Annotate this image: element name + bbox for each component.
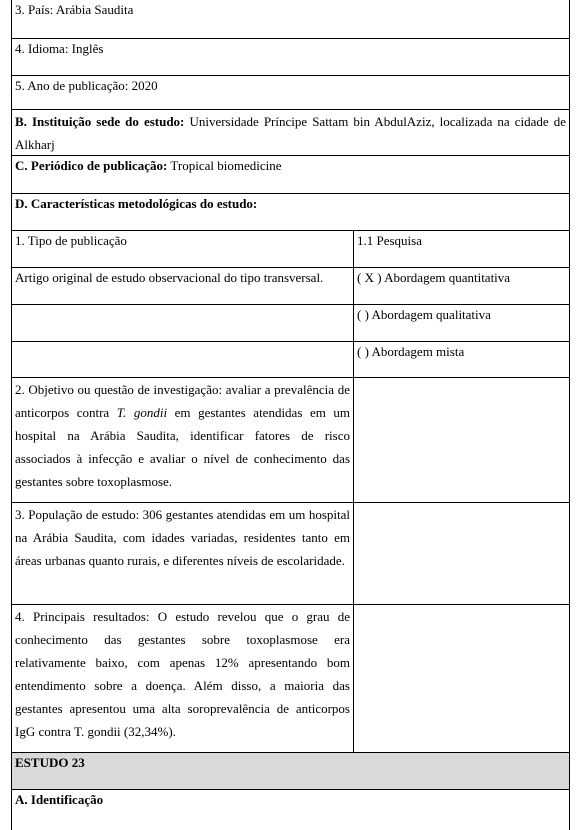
empty-cell: [354, 378, 569, 502]
next-study-title: [12, 753, 569, 789]
row-year: [11, 76, 570, 110]
country-cell: 3. País: Arábia Saudita: [15, 2, 134, 17]
objective-text-post: em gestantes atendidas em um hospital na Arábia Saudita, identificar fatores de risco associados à infecção e avaliar o nível de conhecimento das gestantes sobre toxoplasmose.: [15, 405, 351, 489]
institution-value: Universidade Príncipe Sattam bin AbdulAziz, localizada na cidade de Alkharj: [15, 114, 566, 152]
objective-text-italic: T. gondii: [116, 405, 168, 420]
identification-heading-text: A. Identificação: [15, 792, 104, 807]
results-cell: 4. Principais resultados: O estudo revelou que o grau de conhecimento das gestantes sobre toxoplasmose era relativamente baixo, com apenas 12% apresentando bom entendimento sobre a doença. Além disso, a maioria das gestantes apresentou uma alta soroprevalência de anticorpos IgG contra T. gondii (32,34%).: [12, 605, 354, 752]
pub-type-label: 1. Tipo de publicação: [12, 231, 354, 267]
row-population: [11, 503, 570, 605]
row-mixed: [11, 342, 570, 378]
methodology-heading-text: D. Características metodológicas do estudo:: [15, 196, 258, 211]
empty-cell: [354, 503, 569, 604]
identification-heading: [12, 790, 569, 830]
periodical-label: C. Periódico de publicação:: [15, 158, 168, 173]
row-type-values: [11, 268, 570, 305]
row-qualitative: [11, 305, 570, 342]
row-language: [11, 39, 570, 76]
next-study-title-text: ESTUDO 23: [15, 755, 85, 770]
row-next-study-title: [11, 753, 570, 790]
row-objective: [11, 378, 570, 503]
approach-qualitative: ( ) Abordagem qualitativa: [357, 307, 491, 322]
language-cell: 4. Idioma: Inglês: [15, 41, 104, 56]
institution-label: B. Instituição sede do estudo:: [15, 114, 185, 129]
pub-type-value: Artigo original de estudo observacional do tipo transversal.: [12, 268, 354, 304]
periodical-cell: [12, 156, 569, 193]
row-institution: [11, 110, 570, 156]
objective-text-pre: 2. Objetivo ou questão de investigação: avaliar a prevalência de anticorpos contra: [15, 382, 350, 420]
row-identification: [11, 790, 570, 830]
empty-cell: [12, 305, 354, 341]
row-country: [11, 0, 570, 39]
row-methodology-heading: [11, 194, 570, 231]
periodical-value: Tropical biomedicine: [167, 158, 282, 173]
row-periodical: [11, 156, 570, 194]
year-cell: 5. Ano de publicação: 2020: [15, 78, 158, 93]
institution-cell: [12, 110, 569, 155]
row-type-labels: [11, 231, 570, 268]
population-cell: 3. População de estudo: 306 gestantes atendidas em um hospital na Arábia Saudita, com idades variadas, residentes tanto em áreas urbanas quanto rurais, e diferentes níveis de escolaridade.: [12, 503, 354, 604]
research-label: 1.1 Pesquisa: [357, 233, 422, 248]
objective-cell: [12, 378, 354, 502]
empty-cell: [12, 342, 354, 377]
row-results: [11, 605, 570, 753]
approach-mixed: ( ) Abordagem mista: [357, 344, 465, 359]
methodology-heading: [12, 194, 569, 230]
approach-quantitative: ( X ) Abordagem quantitativa: [357, 270, 511, 285]
empty-cell: [354, 605, 569, 752]
